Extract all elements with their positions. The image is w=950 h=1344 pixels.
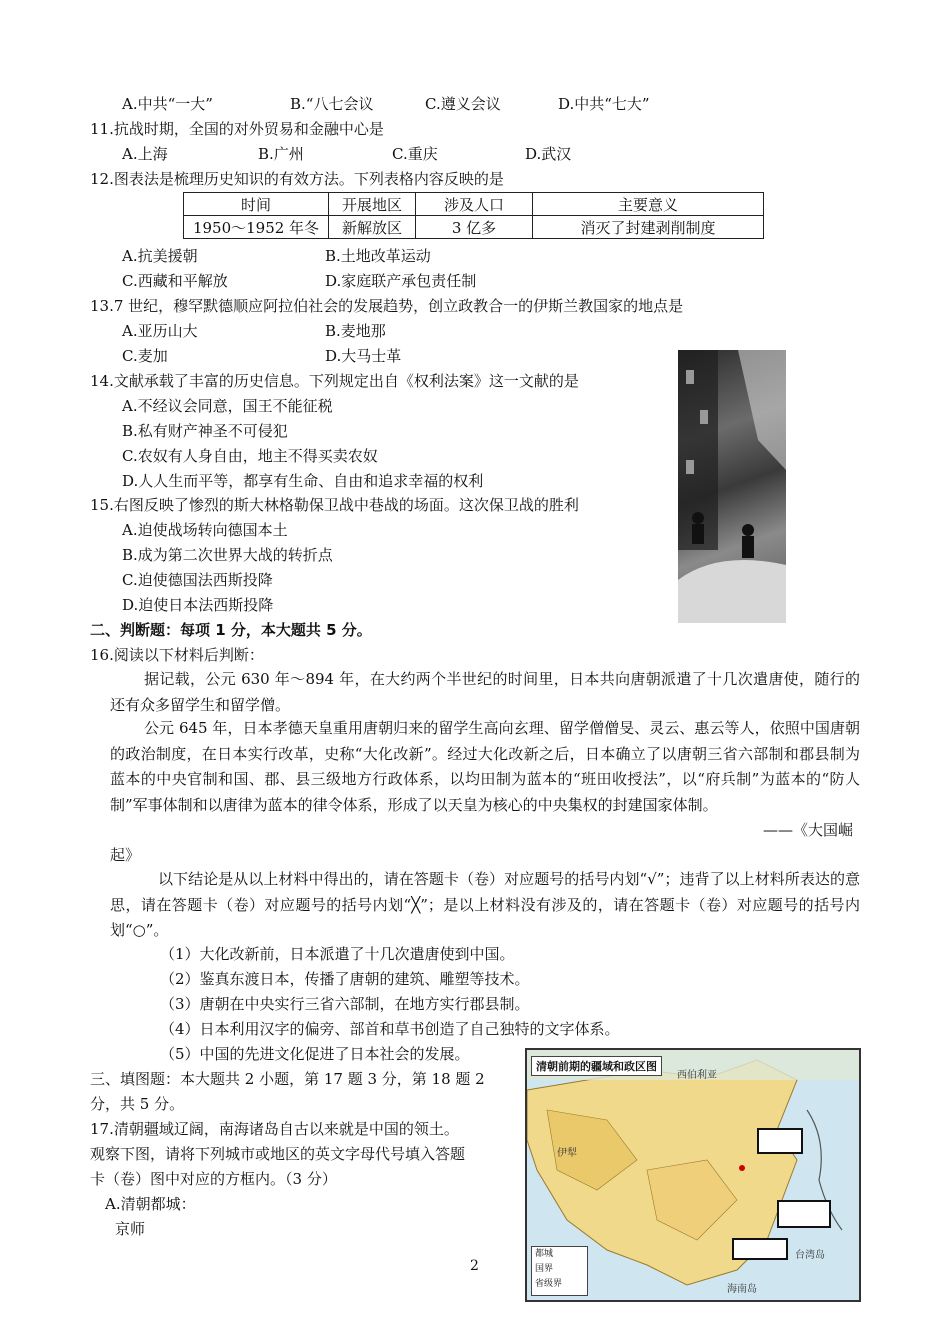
q10-option-d: D.中共“七大” xyxy=(558,95,650,113)
q12-question: 12.图表法是梳理历史知识的有效方法。下列表格内容反映的是 xyxy=(90,170,504,188)
q16-statement-3: （3）唐朝在中央实行三省六部制，在地方实行郡县制。 xyxy=(160,995,530,1013)
legend-province-border: 省级界 xyxy=(535,1279,563,1289)
answer-box-2[interactable] xyxy=(777,1200,831,1228)
q12-table xyxy=(183,192,764,239)
q15-option-c: C.迫使德国法西斯投降 xyxy=(122,571,273,589)
q17-line-1: 17.清朝疆域辽阔，南海诸岛自古以来就是中国的领土。 xyxy=(90,1120,459,1138)
q11-option-c: C.重庆 xyxy=(392,145,438,163)
q16-instruction: 以下结论是从以上材料中得出的，请在答题卡（卷）对应题号的括号内划“√”；违背了以上材料所表达的意思，请在答题卡（卷）对应题号的括号内划“╳”；是以上材料没有涉及的，请在答题卡（卷）对应题号的括号内划“○”。 xyxy=(110,870,860,939)
q10-option-c: C.遵义会议 xyxy=(425,95,501,113)
map-label-yili: 伊犁 xyxy=(557,1148,577,1159)
qing-territory-map xyxy=(525,1048,861,1302)
q12-option-b: B.土地改革运动 xyxy=(325,247,431,265)
q17-line-2: 观察下图，请将下列城市或地区的英文字母代号填入答题 xyxy=(90,1145,466,1163)
q13-option-c: C.麦加 xyxy=(122,347,168,365)
q10-option-b: B.“八七会议 xyxy=(290,95,374,113)
q11-option-a: A.上海 xyxy=(122,145,168,163)
q14-option-a: A.不经议会同意，国王不能征税 xyxy=(122,397,333,415)
q16-statement-2: （2）鉴真东渡日本，传播了唐朝的建筑、雕塑等技术。 xyxy=(160,970,530,988)
answer-box-capital[interactable] xyxy=(757,1128,803,1154)
q16-source-line2: 起》 xyxy=(110,846,141,864)
table-header-cell: 开展地区 xyxy=(329,193,416,216)
q16-source-line1: ——《大国崛 xyxy=(763,821,854,839)
q14-option-d: D.人人生而平等，都享有生命、自由和追求幸福的权利 xyxy=(122,472,484,490)
q11-question: 11.抗战时期，全国的对外贸易和金融中心是 xyxy=(90,120,384,138)
q15-option-d: D.迫使日本法西斯投降 xyxy=(122,596,274,614)
section3-title-line1: 三、填图题：本大题共 2 小题，第 17 题 3 分，第 18 题 2 xyxy=(90,1070,485,1088)
q17-item-a-value: 京师 xyxy=(115,1220,146,1238)
q14-option-c: C.农奴有人身自由，地主不得买卖农奴 xyxy=(122,447,378,465)
map-title: 清朝前期的疆域和政区图 xyxy=(531,1056,662,1076)
table-header-cell: 主要意义 xyxy=(533,193,764,216)
q11-option-b: B.广州 xyxy=(258,145,304,163)
q17-line-3: 卡（卷）图中对应的方框内。（3 分） xyxy=(90,1170,337,1188)
map-label-taiwan: 台湾岛 xyxy=(795,1250,825,1261)
q16-statement-4: （4）日本利用汉字的偏旁、部首和草书创造了自己独特的文字体系。 xyxy=(160,1020,620,1038)
q14-question: 14.文献承载了丰富的历史信息。下列规定出自《权利法案》这一文献的是 xyxy=(90,372,579,390)
q17-item-a-label: A.清朝都城： xyxy=(105,1195,196,1213)
q12-option-a: A.抗美援朝 xyxy=(122,247,198,265)
table-cell: 1950～1952 年冬 xyxy=(184,216,329,239)
q13-option-a: A.亚历山大 xyxy=(122,322,198,340)
legend-national-border: 国界 xyxy=(535,1264,554,1274)
table-row xyxy=(184,216,764,239)
q15-option-a: A.迫使战场转向德国本土 xyxy=(122,521,288,539)
q16-intro: 16.阅读以下材料后判断： xyxy=(90,646,264,664)
q16-statement-5: （5）中国的先进文化促进了日本社会的发展。 xyxy=(160,1045,470,1063)
map-label-siberia: 西伯利亚 xyxy=(677,1070,717,1081)
q13-option-b: B.麦地那 xyxy=(325,322,386,340)
legend-capital: 都城 xyxy=(535,1249,554,1259)
table-header-cell: 时间 xyxy=(184,193,329,216)
map-legend xyxy=(531,1246,588,1296)
map-label-hainan: 海南岛 xyxy=(727,1284,757,1295)
stalingrad-battle-photo xyxy=(678,350,786,623)
q15-question: 15.右图反映了惨烈的斯大林格勒保卫战中巷战的场面。这次保卫战的胜利 xyxy=(90,496,579,514)
table-header-cell: 涉及人口 xyxy=(416,193,533,216)
q11-option-d: D.武汉 xyxy=(525,145,572,163)
q12-option-c: C.西藏和平解放 xyxy=(122,272,228,290)
page-number: 2 xyxy=(470,1258,479,1274)
section2-title: 二、判断题：每项 1 分，本大题共 5 分。 xyxy=(90,621,372,639)
section3-title-line2: 分，共 5 分。 xyxy=(90,1095,185,1113)
q16-material-paragraph-2: 公元 645 年，日本孝德天皇重用唐朝归来的留学生高向玄理、留学僧僧旻、灵云、惠云等人，依照中国唐朝的政治制度，在日本实行改革，史称“大化改新”。经过大化改新之后，日本确立了以唐朝三省六部制和郡县制为蓝本的中央官制和国、郡、县三级地方行政体系，以均田制为蓝本的“班田收授法”，以“府兵制”为蓝本的“防人制”军事体制和以唐律为蓝本的律令体系，形成了以天皇为核心的中央集权的封建国家体制。 xyxy=(110,719,860,814)
q13-question: 13.7 世纪，穆罕默德顺应阿拉伯社会的发展趋势，创立政教合一的伊斯兰教国家的地点是 xyxy=(90,297,684,315)
table-header-row xyxy=(184,193,764,216)
q10-option-a: A.中共“一大” xyxy=(122,95,213,113)
table-cell: 3 亿多 xyxy=(416,216,533,239)
q13-option-d: D.大马士革 xyxy=(325,347,402,365)
q16-material-paragraph-1: 据记载，公元 630 年～894 年，在大约两个半世纪的时间里，日本共向唐朝派遣了十几次遣唐使，随行的还有众多留学生和留学僧。 xyxy=(110,670,860,714)
table-cell: 新解放区 xyxy=(329,216,416,239)
table-cell: 消灭了封建剥削制度 xyxy=(533,216,764,239)
q16-statement-1: （1）大化改新前，日本派遣了十几次遣唐使到中国。 xyxy=(160,945,515,963)
q14-option-b: B.私有财产神圣不可侵犯 xyxy=(122,422,288,440)
photo-illustration xyxy=(678,350,786,623)
q15-option-b: B.成为第二次世界大战的转折点 xyxy=(122,546,333,564)
answer-box-3[interactable] xyxy=(732,1238,788,1260)
q12-option-d: D.家庭联产承包责任制 xyxy=(325,272,477,290)
